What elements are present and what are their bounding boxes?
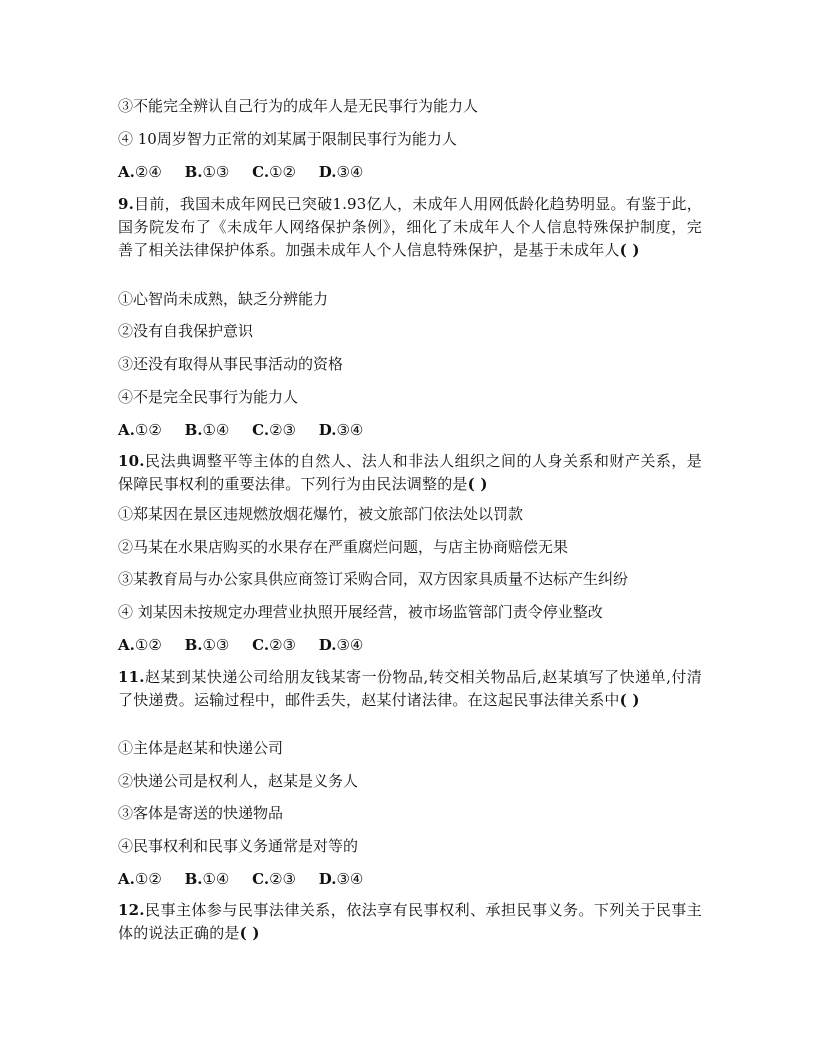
q9-option-a[interactable]: A.①②: [118, 421, 162, 439]
q8-option-a[interactable]: A.②④: [118, 163, 162, 181]
q11-options: [118, 869, 381, 889]
q8-option-d[interactable]: D.③④: [318, 163, 364, 181]
q9-options: [118, 420, 381, 440]
q11-item-1: ①主体是赵某和快递公司: [118, 739, 284, 757]
q11-stem-text: 赵某到某快递公司给朋友钱某寄一份物品,转交相关物品后,赵某填写了快递单,付清了快递费。运输过程中，邮件丢失，赵某付诸法律。在这起民事法律关系中: [118, 668, 702, 709]
q10-number: 10.: [118, 452, 145, 470]
q9-item-3: ③还没有取得从事民事活动的资格: [118, 355, 344, 373]
q10-answer-blank: ( ): [467, 475, 488, 493]
q9-stem: [118, 193, 702, 262]
q11-number: 11.: [118, 668, 145, 686]
q9-option-b[interactable]: B.①④: [184, 421, 230, 439]
q10-options: [118, 635, 381, 655]
q9-item-2: ②没有自我保护意识: [118, 322, 254, 340]
q10-option-b[interactable]: B.①③: [184, 636, 230, 654]
q9-number: 9.: [118, 195, 135, 213]
q11-option-c[interactable]: C.②③: [252, 870, 296, 888]
q11-option-a[interactable]: A.①②: [118, 870, 162, 888]
q9-stem-text: 目前，我国未成年网民已突破1.93亿人，未成年人用网低龄化趋势明显。有鉴于此，国务院发布了《未成年人网络保护条例》，细化了未成年人个人信息特殊保护制度，完善了相关法律保护体系。加强未成年人个人信息特殊保护，是基于未成年人: [118, 195, 702, 259]
q11-answer-blank: ( ): [619, 691, 640, 709]
q8-option-b[interactable]: B.①③: [184, 163, 230, 181]
q10-option-a[interactable]: A.①②: [118, 636, 162, 654]
q10-item-2: ②马某在水果店购买的水果存在严重腐烂问题，与店主协商赔偿无果: [118, 538, 569, 556]
q11-item-2: ②快递公司是权利人，赵某是义务人: [118, 772, 359, 790]
q10-stem: [118, 450, 702, 496]
q10-option-c[interactable]: C.②③: [252, 636, 296, 654]
q12-stem: [118, 899, 702, 945]
q9-item-1: ①心智尚未成熟，缺乏分辨能力: [118, 290, 329, 308]
q10-option-d[interactable]: D.③④: [318, 636, 364, 654]
q11-item-4: ④民事权利和民事义务通常是对等的: [118, 837, 359, 855]
q9-option-d[interactable]: D.③④: [318, 421, 364, 439]
q11-item-3: ③客体是寄送的快递物品: [118, 804, 284, 822]
q8-item-3: ③不能完全辨认自己行为的成年人是无民事行为能力人: [118, 97, 479, 115]
q8-options: [118, 162, 381, 182]
q9-option-c[interactable]: C.②③: [252, 421, 296, 439]
q10-stem-text: 民法典调整平等主体的自然人、法人和非法人组织之间的人身关系和财产关系，是保障民事权利的重要法律。下列行为由民法调整的是: [118, 452, 702, 493]
q8-item-4: ④ 10周岁智力正常的刘某属于限制民事行为能力人: [118, 130, 457, 148]
q9-answer-blank: ( ): [619, 241, 640, 259]
q11-option-d[interactable]: D.③④: [318, 870, 364, 888]
q10-item-1: ①郑某因在景区违规燃放烟花爆竹，被文旅部门依法处以罚款: [118, 505, 524, 523]
q9-item-4: ④不是完全民事行为能力人: [118, 388, 299, 406]
q11-option-b[interactable]: B.①④: [184, 870, 230, 888]
q11-stem: [118, 666, 702, 712]
q10-item-4: ④ 刘某因未按规定办理营业执照开展经营，被市场监管部门责令停业整改: [118, 603, 603, 621]
q8-option-c[interactable]: C.①②: [252, 163, 296, 181]
q10-item-3: ③某教育局与办公家具供应商签订采购合同，双方因家具质量不达标产生纠纷: [118, 570, 629, 588]
q12-number: 12.: [118, 901, 145, 919]
q12-stem-text: 民事主体参与民事法律关系，依法享有民事权利、承担民事义务。下列关于民事主体的说法正确的是: [118, 901, 702, 942]
q12-answer-blank: ( ): [239, 924, 260, 942]
